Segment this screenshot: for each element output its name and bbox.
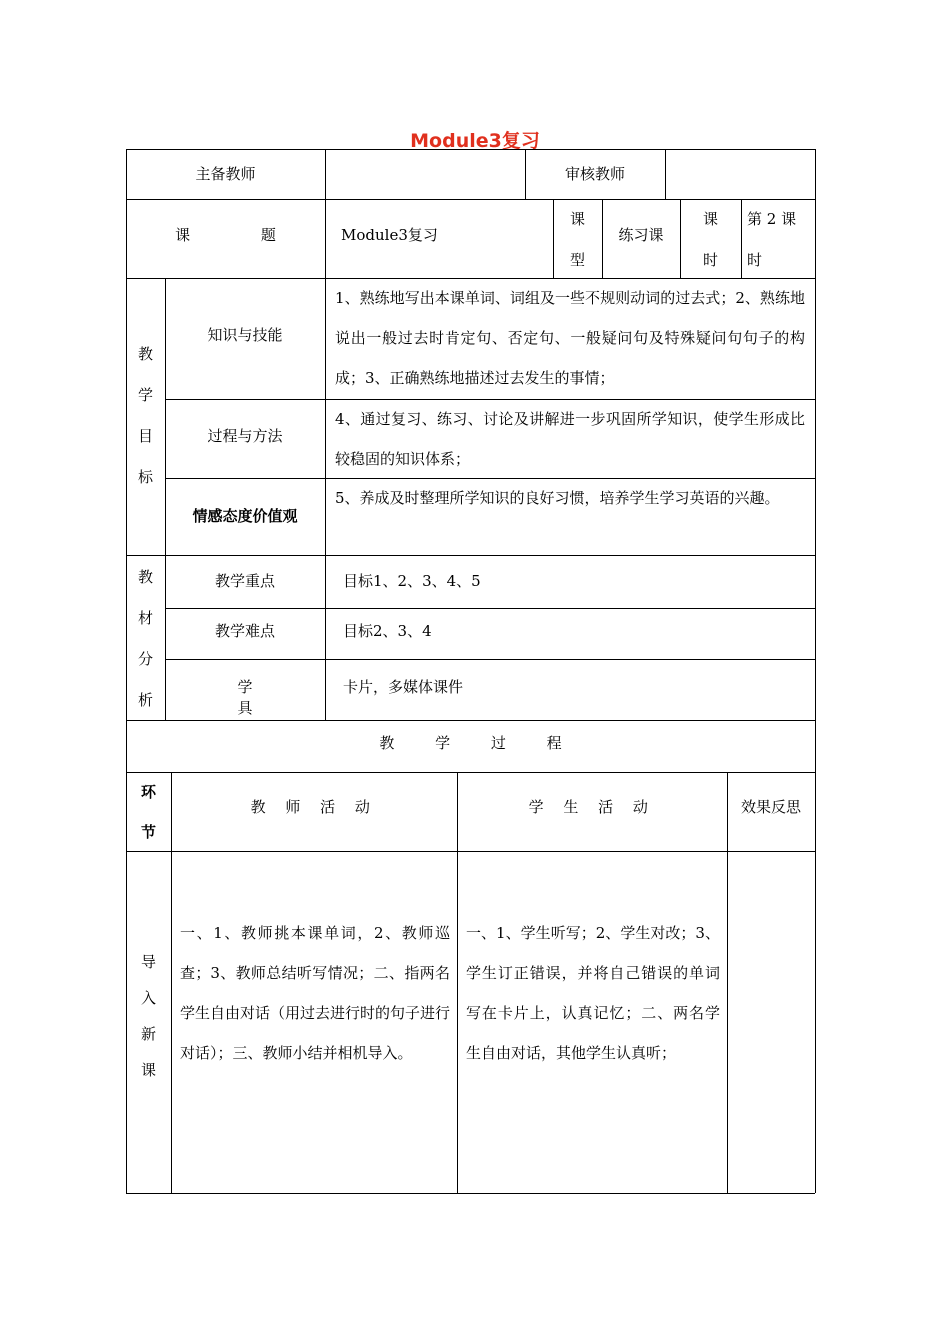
teacher-activity: 一、1、教师挑本课单词，2、教师巡查；3、教师总结听写情况；二、指两名学生自由对话（用过去进行时的句子进行对话）；三、教师小结并相机导入。 bbox=[180, 924, 451, 1062]
key-label: 教学重点 bbox=[214, 572, 275, 590]
period-value: 第 2 课 时 bbox=[747, 210, 797, 269]
period-label: 课 时 bbox=[702, 210, 718, 269]
col-teacher-header: 教 师 活 动 bbox=[250, 798, 378, 816]
key-value: 目标1、2、3、4、5 bbox=[343, 572, 481, 590]
difficulty-value: 目标2、3、4 bbox=[343, 622, 432, 640]
type-label: 课 型 bbox=[569, 210, 585, 269]
student-activity: 一、1、学生听写；2、学生对改；3、学生订正错误，并将自己错误的单词写在卡片上，认真记忆；二、两名学生自由对话，其他学生认真听； bbox=[466, 924, 720, 1062]
col-reflect-header: 效果反思 bbox=[740, 798, 801, 816]
stage-label: 导 入 新 课 bbox=[140, 953, 156, 1079]
lead-teacher-label: 主备教师 bbox=[195, 165, 256, 183]
tools-value: 卡片，多媒体课件 bbox=[343, 678, 464, 696]
col-student-header: 学 生 活 动 bbox=[528, 798, 656, 816]
knowledge-text: 1、熟练地写出本课单词、词组及一些不规则动词的过去式；2、熟练地说出一般过去时肯定句、否定句、一般疑问句及特殊疑问句句子的构成；3、正确熟练地描述过去发生的事情； bbox=[335, 289, 805, 387]
analysis-section-label: 教 材 分 析 bbox=[137, 568, 153, 709]
attitude-text: 5、养成及时整理所学知识的良好习惯，培养学生学习英语的兴趣。 bbox=[335, 489, 780, 507]
process-heading: 教 学 过 程 bbox=[379, 734, 562, 752]
process-label: 过程与方法 bbox=[207, 427, 283, 445]
topic-label: 课 题 bbox=[175, 226, 309, 244]
objectives-section-label: 教 学 目 标 bbox=[137, 345, 153, 486]
topic-value: Module3复习 bbox=[341, 226, 438, 244]
page-title: Module3复习 bbox=[410, 130, 540, 152]
tools-label: 学 具 bbox=[237, 678, 286, 717]
process-text: 4、通过复习、练习、讨论及讲解进一步巩固所学知识，使学生形成比较稳固的知识体系； bbox=[335, 410, 805, 468]
col-stage-header: 环 节 bbox=[140, 783, 156, 841]
difficulty-label: 教学难点 bbox=[214, 622, 275, 640]
attitude-label: 情感态度价值观 bbox=[192, 507, 298, 525]
reviewer-label: 审核教师 bbox=[564, 165, 625, 183]
type-value: 练习课 bbox=[618, 226, 664, 244]
knowledge-label: 知识与技能 bbox=[207, 326, 283, 344]
